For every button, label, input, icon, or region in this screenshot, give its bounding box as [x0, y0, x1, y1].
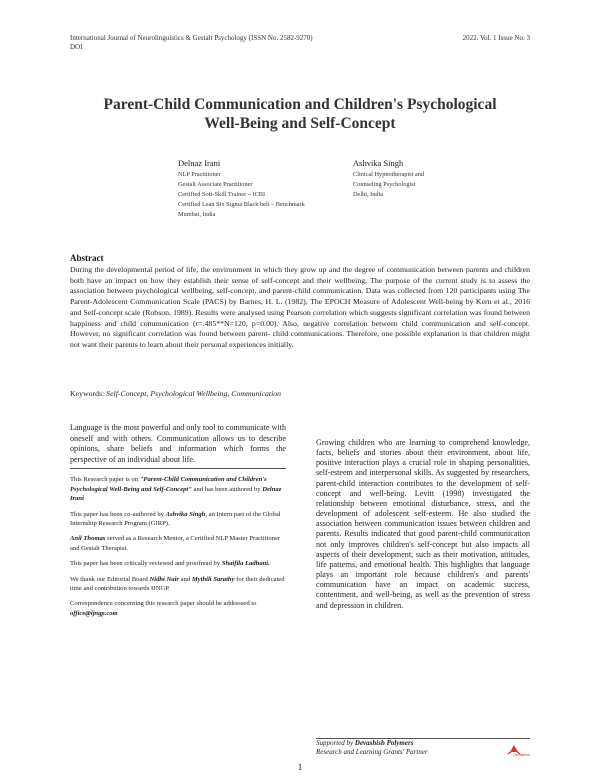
note-mentor: Anil Thomas served as a Research Mentor, a Certified NLP Master Practitioner and Gestalt Therapist.	[70, 535, 281, 552]
note-reviewer: This paper has been critically reviewed and proofread by Shaifila Ladhani.	[70, 560, 270, 568]
abstract-section	[70, 253, 530, 351]
sponsor-line: Supported by Devashish Polymers	[316, 739, 414, 747]
correspondence-email[interactable]: office@ijngp.com	[70, 609, 118, 617]
note-editorial-board: We thank our Editorial Board Nidhi Nair and Mythili Sarathy for their dedicated time and contribution towards IJNGP.	[70, 575, 285, 593]
keywords-label: Keywords:	[70, 389, 105, 398]
issue-info: 2022. Vol. 1 Issue No. 3	[462, 34, 530, 42]
intro-paragraph-left: Language is the most powerful and only tool to communicate with oneself and with others. Communication allows us to describe opinions, share beliefs and information which forms the perspective of an individual about life.	[70, 423, 286, 469]
author-location: Delhi, India	[353, 191, 384, 198]
doi-label: DOI	[70, 43, 83, 51]
author-notes	[70, 475, 286, 618]
title-line-2: Well-Being and Self-Concept	[204, 115, 396, 132]
journal-name: International Journal of Neurolinguistics & Gestalt Psychology (ISSN No. 2582-9270)	[70, 34, 313, 42]
keywords	[70, 389, 530, 398]
right-column	[316, 438, 530, 611]
author-name: Delnaz Irani	[178, 158, 221, 168]
page-number: 1	[297, 762, 303, 772]
author-credential: Counseling Psychologist	[353, 181, 416, 188]
running-header	[70, 34, 530, 52]
note-coauthor: This paper has been co-authored by Ashvika Singh, an Intern part of the Global Internship Research Program (GIRP).	[70, 510, 281, 527]
logo-text: Devashish	[513, 753, 530, 757]
author-credential: Certified Soft-Skill Trainer – ICBI	[178, 191, 266, 198]
sponsor-role: Research and Learning Grants' Partner	[316, 748, 428, 756]
sponsor-name: Devashish Polymers	[354, 739, 414, 747]
author-name: Ashvika Singh	[353, 158, 404, 168]
note-correspondence: Correspondence concerning this research paper should be addressed to office@ijngp.com	[70, 600, 257, 617]
note-authorship: This Research paper is on "Parent-Child Communication and Children's Psychological Well-Being and Self-Concept" and has been authored by Delnaz Irani	[70, 476, 282, 503]
paper-title	[60, 95, 540, 133]
sponsor-footer	[316, 738, 530, 757]
left-column	[70, 423, 286, 624]
author-credential: Clinical Hypnotherapist and	[353, 171, 424, 178]
author-block-1	[178, 158, 305, 220]
abstract-text: During the developmental period of life, the environment in which they grow up and the degree of communication between parents and children both have an impact on how they establish their sense of self-concept and their wellbeing. The purpose of the current study is to assess the association between psychological wellbeing, self-concept, and parent-child communication. Data was collected from 120 participants using The Parent-Adolescent Communication Scale (PACS) by Barnes, H. L. (1982), The EPOCH Measure of Adolescent Well-being by Kern et al., 2016 and Self-concept scale (Robson, 1989). Results were analysed using Pearson correlation which suggests significant correlation was found between happiness and child communication (r=.485**N=120, p=0.00). Also, negative correlation between child communication and self-concept. However, no significant correlation was found between parent- child communications. Therefore, one possible explanation is that children might not want their parents to learn about their personal experiences initially.	[70, 265, 530, 349]
title-line-1: Parent-Child Communication and Children's Psychological	[103, 96, 497, 113]
intro-paragraph-right: Growing children who are learning to comprehend knowledge, facts, beliefs and stories about their environment, about life, positive interaction plays a crucial role in shaping personalities, self-esteem and interpersonal skills. As suggested by researchers, parent-child interaction contributes to the development of self-concept and well-being. Levitt (1998) investigated the relationship between emotional disturbance, stress, and the development of adolescent self-esteem. He also studied the association between communication issues between children and parents. Results indicated that good parent-child communication not only improves children's self-concept but also impacts all aspects of their development, such as their motivation, attitudes, life patterns, and emotional health. This highlights that language plays an important role because children's and parents' communication have an impact on academic success, contentment, and well-being, as well as the prevention of stress and depression in children.	[316, 438, 530, 610]
author-credential: Certified Lean Six Sigma Black belt – Benchmark	[178, 201, 305, 208]
author-location: Mumbai, India	[178, 211, 216, 218]
author-credential: Gestalt Associate Practitioner	[178, 181, 253, 188]
author-block-2	[353, 158, 424, 200]
abstract-heading: Abstract	[70, 253, 104, 263]
author-credential: NLP Practitioner	[178, 171, 221, 178]
keywords-terms: Self-Concept, Psychological Wellbeing, Communication	[106, 389, 282, 398]
